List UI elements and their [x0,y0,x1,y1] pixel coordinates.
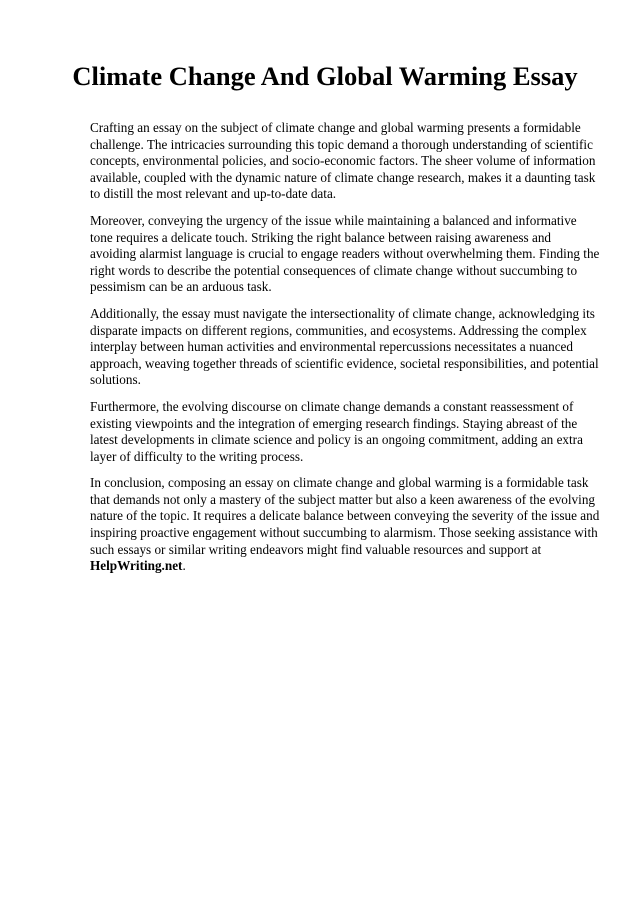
paragraph-1: Crafting an essay on the subject of climate change and global warming presents a formidable challenge. The intricacies surrounding this topic demand a thorough understanding of scientific concepts, environmental policies, and socio-economic factors. The sheer volume of information available, coupled with the dynamic nature of climate change research, makes it a daunting task to distill the most relevant and up-to-date data. [90,120,596,202]
paragraph-2: Moreover, conveying the urgency of the issue while maintaining a balanced and informative tone requires a delicate touch. Striking the right balance between raising awareness and avoiding alarmist language is crucial to engage readers without overwhelming them. Finding the right words to describe the potential consequences of climate change without succumbing to pessimism can be an arduous task. [90,212,600,295]
document-body [90,120,600,585]
paragraph-5-text: In conclusion, composing an essay on climate change and global warming is a formidable task that demands not only a mastery of the subject matter but also a keen awareness of the evolving nature of the topic. It requires a delicate balance between conveying the severity of the issue and inspiring proactive engagement without succumbing to alarmism. Those seeking assistance with such essays or similar writing endeavors might find valuable resources and support at [90,475,600,557]
paragraph-4: Furthermore, the evolving discourse on climate change demands a constant reassessment of existing viewpoints and the integration of emerging research findings. Staying abreast of the latest developments in climate science and policy is an ongoing commitment, adding an extra layer of difficulty to the writing process. [90,398,583,464]
helpwriting-link[interactable]: HelpWriting.net [90,558,183,574]
paragraph-5 [90,475,600,575]
paragraph-5-end: . [182,558,186,574]
document-title: Climate Change And Global Warming Essay [72,61,578,91]
paragraph-3: Additionally, the essay must navigate the intersectionality of climate change, acknowledging its disparate impacts on different regions, communities, and ecosystems. Addressing the complex interplay between human activities and environmental repercussions necessitates a nuanced approach, weaving together threads of scientific evidence, societal responsibilities, and potential solutions. [90,305,599,388]
